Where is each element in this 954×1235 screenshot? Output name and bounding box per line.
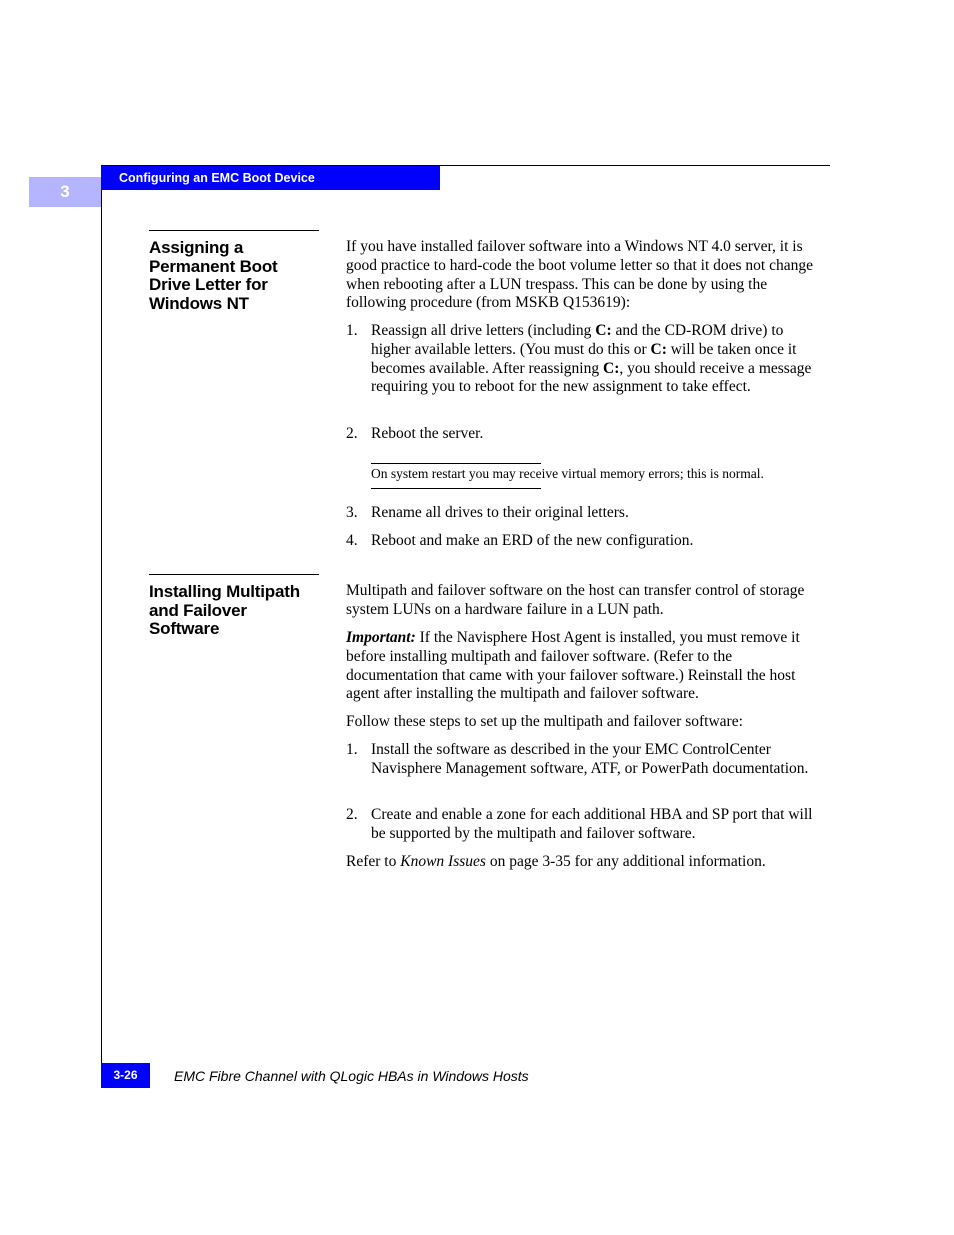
follow-steps-text: Follow these steps to set up the multipath and failover software: bbox=[346, 713, 743, 730]
heading-line: Software bbox=[149, 619, 220, 638]
list-item bbox=[346, 806, 824, 844]
heading-line: Permanent Boot bbox=[149, 256, 278, 276]
list-item bbox=[346, 425, 824, 444]
list-number: 1. bbox=[346, 322, 358, 339]
heading-line: Assigning a bbox=[149, 238, 244, 257]
known-issues-link[interactable]: Known Issues bbox=[400, 853, 486, 870]
section-rule bbox=[149, 574, 319, 575]
chapter-title-bar: Configuring an EMC Boot Device bbox=[101, 166, 440, 190]
list-text: Reboot and make an ERD of the new configuration. bbox=[371, 532, 694, 549]
page-number: 3-26 bbox=[101, 1063, 150, 1088]
heading-line: Installing Multipath bbox=[149, 582, 300, 601]
heading-line: and Failover bbox=[149, 600, 247, 620]
section-rule bbox=[149, 230, 319, 231]
list-text: Install the software as described in the your EMC ControlCenter Navisphere Management software, ATF, or PowerPath documentation. bbox=[371, 741, 809, 777]
section-heading-installing-multipath bbox=[149, 583, 324, 639]
list-number: 4. bbox=[346, 532, 358, 549]
section-heading-assigning-drive-letter bbox=[149, 239, 324, 313]
list-number: 3. bbox=[346, 504, 358, 521]
refer-text: Refer to Known Issues on page 3-35 for any additional information. bbox=[346, 853, 766, 870]
section1-intro: If you have installed failover software into a Windows NT 4.0 server, it is good practice to hard-code the boot volume letter so that it does not change when rebooting after a LUN trespass. This can be done by using the following procedure (from MSKB Q153619): bbox=[346, 238, 814, 312]
list-item bbox=[346, 504, 824, 523]
important-label: Important: bbox=[346, 629, 416, 646]
list-text: Reboot the server. bbox=[371, 425, 484, 442]
important-text: If the Navisphere Host Agent is installed, you must remove it before installing multipath and failover software. (Refer to the documentation that came with your failover software.) Reinstall the host agent after installing the multipath and failover software. bbox=[346, 629, 800, 703]
important-note bbox=[346, 629, 824, 704]
section2-intro: Multipath and failover software on the host can transfer control of storage system LUNs on a hardware failure in a LUN path. bbox=[346, 582, 805, 618]
list-item bbox=[346, 532, 824, 551]
footer-book-title: EMC Fibre Channel with QLogic HBAs in Windows Hosts bbox=[174, 1068, 529, 1084]
list-text: Create and enable a zone for each additional HBA and SP port that will be supported by the multipath and failover software. bbox=[371, 806, 813, 842]
note-rule-top bbox=[371, 463, 541, 464]
list-item bbox=[346, 741, 824, 779]
note-text: On system restart you may receive virtual memory errors; this is normal. bbox=[371, 466, 764, 481]
list-text: Rename all drives to their original letters. bbox=[371, 504, 629, 521]
margin-rule bbox=[101, 190, 102, 1088]
heading-line: Windows NT bbox=[149, 293, 249, 313]
list-number: 1. bbox=[346, 741, 358, 758]
chapter-number-tab: 3 bbox=[29, 177, 101, 207]
list-item bbox=[346, 322, 824, 397]
note-rule-bottom bbox=[371, 488, 541, 489]
list-number: 2. bbox=[346, 425, 358, 442]
list-number: 2. bbox=[346, 806, 358, 823]
list-text: Reassign all drive letters (including C: and the CD-ROM drive) to higher available letters. (You must do this or C: will be taken once it becomes available. After reassigning C:, you should receive a message requiring you to reboot for the new assignment to take effect. bbox=[371, 322, 812, 396]
heading-line: Drive Letter for bbox=[149, 275, 268, 294]
